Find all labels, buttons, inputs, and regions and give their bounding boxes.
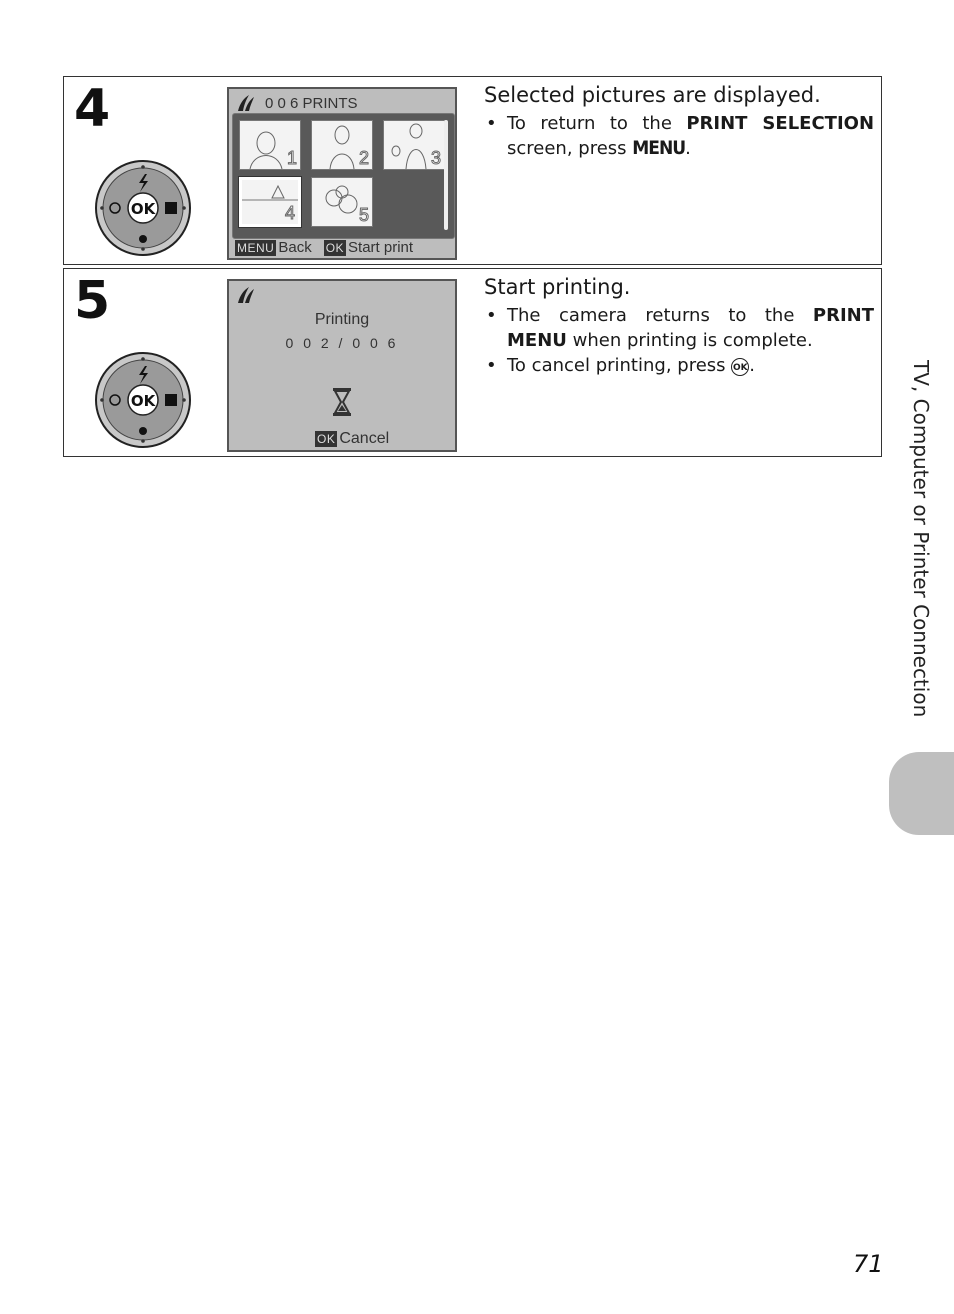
step-headline: Selected pictures are displayed. [484,83,821,107]
instruction-item: • To cancel printing, press OK. [484,353,874,378]
back-label: Back [278,239,312,256]
camera-screen-print-list [227,87,457,260]
page-number: 71 [853,1250,884,1278]
ok-key-icon: OK [325,241,345,255]
menu-button-icon: MENU [632,137,686,159]
instruction-item: • The camera returns to the PRINT MENU when printing is complete. [484,303,874,353]
hourglass-icon [332,387,352,417]
step-headline: Start printing. [484,275,631,299]
thumbnail-selected[interactable]: 4 [239,177,301,227]
pictbridge-icon [235,286,255,304]
thumbnail[interactable]: 3 [383,120,445,170]
multi-selector-icon [94,159,192,257]
printing-progress: 0 0 2 / 0 0 6 [285,335,399,351]
instruction-list [484,111,874,161]
step-number: 5 [74,271,109,331]
start-print-label: Start print [348,239,414,256]
section-side-label: TV, Computer or Printer Connection [909,360,933,718]
step-4-description [484,83,874,161]
macro-icon [139,427,147,435]
multi-selector-icon [94,351,192,449]
section-tab [889,752,954,835]
instruction-list [484,303,874,378]
menu-key-icon: MENU [237,241,275,255]
step-4-panel [63,76,882,265]
macro-icon [139,235,147,243]
exposure-compensation-icon [165,202,177,214]
ok-button-icon: OK [731,358,749,376]
instruction-item: • To return to the PRINT SELECTION screen, press MENU. [484,111,874,161]
scrollbar[interactable] [444,120,448,230]
thumbnail[interactable]: 5 [311,177,373,227]
step-number: 4 [74,79,109,139]
menu-name: PRINT MENU [507,305,874,351]
pictbridge-icon [235,94,255,112]
step-5-description [484,275,874,378]
cancel-label: Cancel [339,430,390,447]
menu-name: PRINT SELECTION [686,113,875,134]
exposure-compensation-icon [165,394,177,406]
print-count-title: 0 0 6 PRINTS [265,94,358,112]
printing-status: Printing [314,311,370,328]
step-5-panel [63,268,882,457]
svg-text:OK: OK [130,392,156,410]
thumbnail[interactable]: 1 [239,120,301,170]
ok-key-icon: OK [317,432,336,446]
thumbnail-grid [232,113,455,239]
camera-screen-printing [227,279,457,452]
svg-text:OK: OK [130,200,156,218]
thumbnail[interactable]: 2 [311,120,373,170]
